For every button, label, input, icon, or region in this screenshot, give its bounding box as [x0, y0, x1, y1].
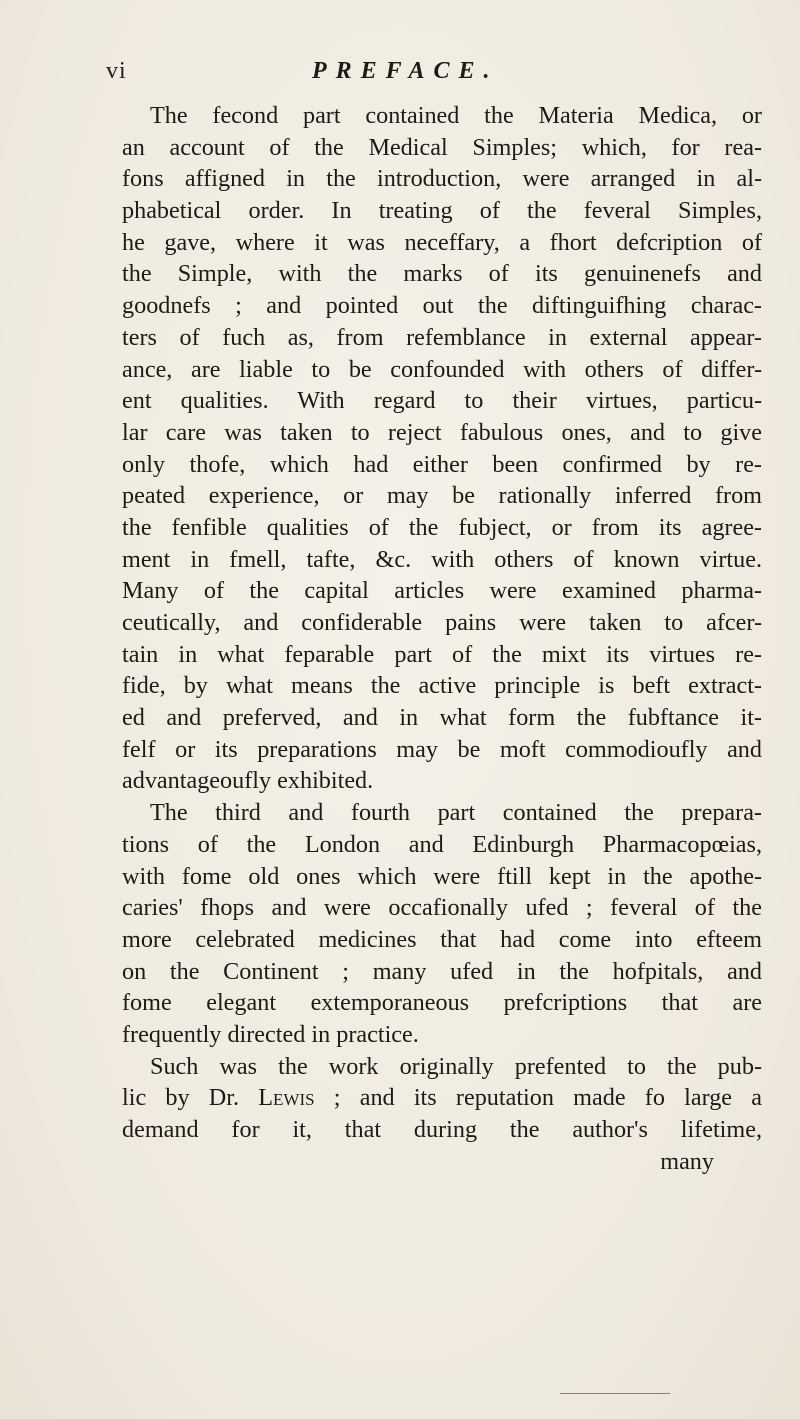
text-line: advantageoufly exhibited.: [122, 767, 374, 795]
text-line: tions of the London and Edinburgh Pharmacopœias,: [122, 830, 762, 858]
text-line: the Simple, with the marks of its genuinenefs and: [122, 260, 762, 288]
text-line: fide, by what means the active principle is beft extract-: [122, 672, 762, 700]
text-line: Many of the capital articles were examined pharma-: [122, 577, 762, 605]
text-line: phabetical order. In treating of the feveral Simples,: [122, 197, 762, 225]
text-line: Such was the work originally prefented to the pub-: [150, 1052, 762, 1080]
text-line: fons affigned in the introduction, were arranged in al-: [122, 165, 762, 193]
body-text: [122, 100, 762, 1177]
catchword: many: [660, 1147, 714, 1175]
text-line: ed and preferved, and in what form the fubftance it-: [122, 704, 762, 732]
text-line: The third and fourth part contained the prepara-: [150, 799, 762, 827]
text-line: frequently directed in practice.: [122, 1020, 419, 1048]
text-line: an account of the Medical Simples; which, for rea-: [122, 133, 762, 161]
text-line: ent qualities. With regard to their virtues, particu-: [122, 387, 762, 415]
text-line: fome elegant extemporaneous prefcriptions that are: [122, 989, 762, 1017]
text-line: tain in what feparable part of the mixt its virtues re-: [122, 640, 762, 668]
text-line: peated experience, or may be rationally inferred from: [122, 482, 762, 510]
text-line: ance, are liable to be confounded with others of differ-: [122, 355, 762, 383]
text-line: only thofe, which had either been confirmed by re-: [122, 450, 762, 478]
text-line: ment in fmell, tafte, &c. with others of known virtue.: [122, 545, 762, 573]
running-head: [106, 58, 756, 88]
text-line: he gave, where it was neceffary, a fhort defcription of: [122, 228, 762, 256]
text-line: felf or its preparations may be moft commodioufly and: [122, 735, 762, 763]
author-name: Lewis: [258, 1084, 315, 1112]
running-title: PREFACE.: [312, 58, 499, 84]
text-line: caries' fhops and were occafionally ufed ; feveral of the: [122, 894, 762, 922]
text-line: more celebrated medicines that had come into efteem: [122, 925, 762, 953]
text-line: with fome old ones which were ftill kept in the apothe-: [122, 862, 762, 890]
page-number: vi: [106, 58, 127, 84]
text-line: lic by Dr. Lewis ; and its reputation made fo large a: [122, 1084, 762, 1112]
text-line: on the Continent ; many ufed in the hofpitals, and: [122, 957, 762, 985]
text-line: ters of fuch as, from refemblance in external appear-: [122, 323, 762, 351]
text-line: the fenfible qualities of the fubject, or from its agree-: [122, 513, 762, 541]
text-line: The fecond part contained the Materia Medica, or: [150, 102, 762, 129]
text-line: goodnefs ; and pointed out the diftinguifhing charac-: [122, 292, 762, 320]
text-line: demand for it, that during the author's lifetime,: [122, 1116, 762, 1143]
text-line: ceutically, and confiderable pains were taken to afcer-: [122, 609, 762, 636]
text-line: lar care was taken to reject fabulous ones, and to give: [122, 418, 762, 446]
page-edge-mark: [560, 1393, 670, 1394]
